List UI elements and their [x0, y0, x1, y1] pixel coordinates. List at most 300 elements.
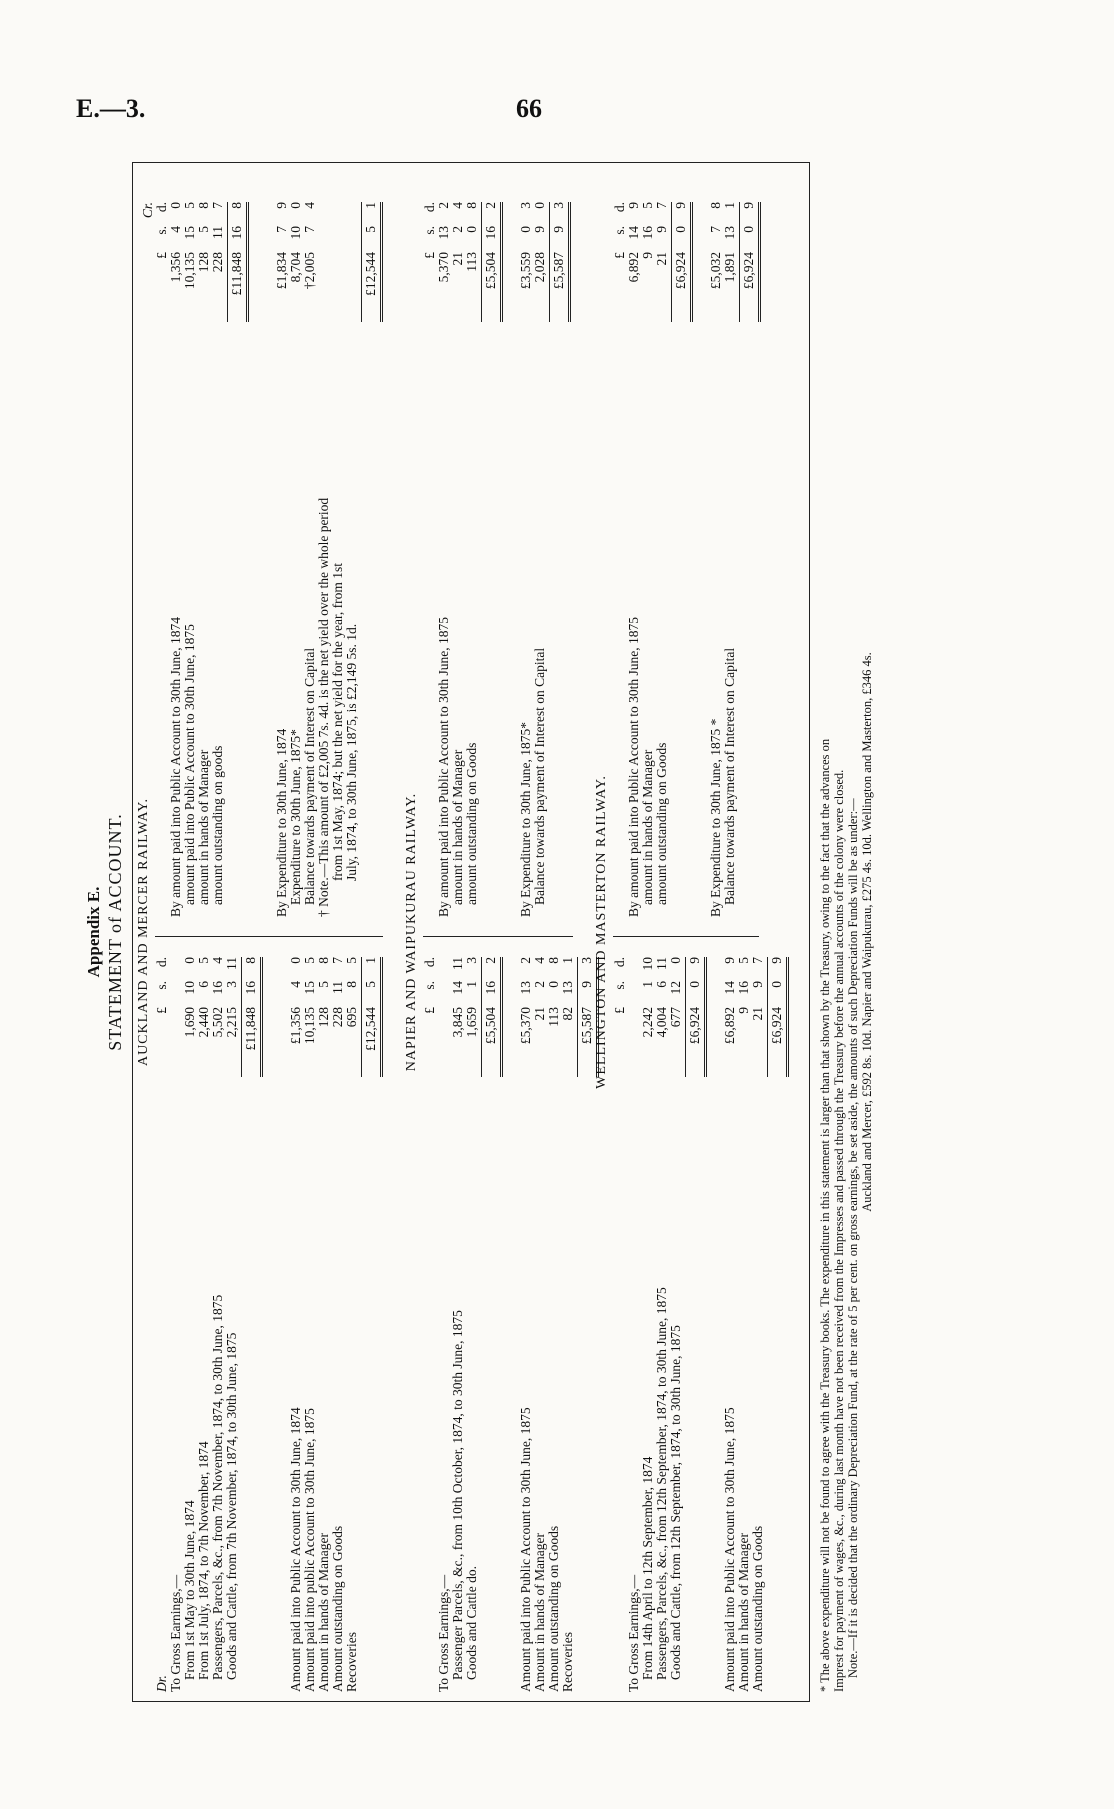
pounds: 82	[560, 1007, 575, 1021]
dr-row	[655, 957, 669, 1692]
total-amount	[227, 202, 249, 322]
pence: 5	[736, 957, 751, 964]
cr-row	[169, 202, 183, 917]
shillings: 6	[196, 981, 211, 988]
shillings: 0	[518, 226, 533, 233]
shillings: 13	[722, 226, 737, 240]
row-label: amount outstanding on goods	[210, 745, 225, 905]
pounds: 3,845	[450, 1007, 465, 1038]
amount	[211, 202, 225, 322]
pounds: 6,892	[626, 252, 641, 283]
amount	[533, 957, 547, 1077]
total-row	[765, 957, 787, 1692]
pence: 0	[168, 202, 183, 209]
pounds: £5,504	[483, 1007, 498, 1045]
page-number: 66	[516, 94, 542, 123]
pence: 9	[741, 202, 756, 209]
pounds: £11,848	[229, 252, 244, 296]
dr-label: Dr.	[154, 1675, 169, 1692]
currency-row	[613, 957, 627, 1692]
pounds: 228	[210, 252, 225, 273]
total-row	[239, 957, 261, 1692]
pence: 8	[546, 957, 561, 964]
row-label: From 1st May to 30th June, 1874	[182, 1500, 197, 1680]
pounds: 228	[330, 1007, 345, 1028]
shillings: 2	[532, 981, 547, 988]
cr2-row	[317, 202, 331, 917]
amount	[465, 202, 479, 322]
total-amount	[767, 957, 789, 1077]
amount	[519, 202, 533, 322]
row-label: amount in hands of Manager	[640, 749, 655, 905]
debit-side	[613, 957, 787, 1692]
dr2-row	[547, 957, 561, 1692]
pounds: £11,848	[243, 1007, 258, 1051]
row-label: Passenger Parcels, &c., from 10th October, 1874, to 30th June, 1875	[450, 1310, 465, 1680]
pounds: 1,690	[182, 1007, 197, 1038]
statement-sheet	[78, 152, 898, 1712]
dr2-row	[289, 957, 303, 1692]
pence: 2	[436, 202, 451, 209]
shillings: 7	[274, 226, 289, 233]
dr-block	[169, 957, 261, 1692]
shillings: s.	[422, 981, 437, 990]
shillings: s.	[422, 226, 437, 235]
amount	[451, 957, 465, 1077]
amount	[303, 202, 317, 322]
currency-row	[613, 202, 627, 917]
pounds: 2,028	[532, 252, 547, 283]
amount	[169, 202, 183, 322]
dr-header	[155, 957, 169, 1692]
currency-header	[155, 957, 169, 1077]
pence: 4	[532, 957, 547, 964]
amount	[533, 202, 547, 322]
shillings: 10	[288, 226, 303, 240]
amount	[451, 202, 465, 322]
dr2-block	[723, 957, 787, 1692]
amount	[197, 957, 211, 1077]
pence: 8	[243, 957, 258, 964]
pence: 8	[316, 957, 331, 964]
column-divider	[423, 936, 573, 937]
total-row	[547, 202, 569, 917]
spacer	[501, 202, 519, 917]
cr2-row	[709, 202, 723, 917]
row-label: Balance towards payment of Interest on Capital	[532, 647, 547, 905]
pence: 9	[626, 202, 641, 209]
pounds: 10,135	[302, 1007, 317, 1045]
pounds: 128	[196, 252, 211, 273]
title-block	[84, 152, 126, 1712]
pence: 7	[210, 202, 225, 209]
pence: 11	[450, 957, 465, 970]
row-label: Amount outstanding on Goods	[750, 1525, 765, 1692]
pence: 1	[363, 202, 378, 209]
spacer	[247, 202, 275, 917]
credit-side	[423, 202, 569, 917]
row-label: Goods and Cattle do.	[464, 1566, 479, 1680]
pence: 8	[229, 202, 244, 209]
currency-row	[423, 202, 437, 917]
cr-block	[169, 202, 247, 917]
cr-row	[627, 202, 641, 917]
pounds: £5,587	[579, 1007, 594, 1045]
footnote-note: Note.—If it is decided that the ordinary Depreciation Fund, at the rate of 5 per cent. on gross earnings, be set aside, the amounts of such Depreciation Funds will be as under:—	[846, 798, 860, 1678]
pounds: £5,587	[551, 252, 566, 290]
row-label: Amount in hands of Manager	[316, 1533, 331, 1692]
pence: 1	[363, 957, 378, 964]
spacer	[261, 957, 289, 1692]
pounds: £	[422, 1007, 437, 1014]
amount	[331, 957, 345, 1077]
shillings: 14	[626, 226, 641, 240]
total-amount	[241, 957, 263, 1077]
shillings: 7	[302, 226, 317, 233]
pence: 11	[224, 957, 239, 970]
cr-block	[437, 202, 501, 917]
total-row	[683, 957, 705, 1692]
pounds: £6,924	[769, 1007, 784, 1045]
pounds: 2,215	[224, 1007, 239, 1038]
amount	[289, 202, 303, 322]
cr2-block	[519, 202, 569, 917]
currency-header	[423, 202, 437, 322]
pounds: 2,440	[196, 1007, 211, 1038]
pence: d.	[612, 202, 627, 213]
spacer	[501, 957, 519, 1692]
row-label: Expenditure to 30th June, 1875*	[288, 729, 303, 905]
footnote-line: Imprest for payment of wages, &c., during last month have not been received from the Impresses and passed through the Treasury before the annual accounts of the colony were closed.	[832, 769, 846, 1692]
dr-block	[627, 957, 705, 1692]
railway-title: AUCKLAND AND MERCER RAILWAY.	[136, 797, 151, 1067]
dr2-block	[289, 957, 381, 1692]
pounds: £6,924	[673, 252, 688, 290]
pounds: 21	[750, 1007, 765, 1021]
amount	[465, 957, 479, 1077]
row-label: from 1st May, 1874; but the net yield for the year, from 1st	[330, 562, 345, 881]
pence: 9	[673, 202, 688, 209]
shillings: 10	[182, 981, 197, 995]
amount	[211, 957, 225, 1077]
cr2-row	[275, 202, 289, 917]
footnote	[818, 172, 874, 1692]
currency-row	[423, 957, 437, 1692]
pounds: 128	[316, 1007, 331, 1028]
row-label: By Expenditure to 30th June, 1875 *	[708, 718, 723, 917]
pence: d.	[154, 957, 169, 968]
pence: 2	[518, 957, 533, 964]
cr-row	[655, 202, 669, 917]
pounds: 21	[532, 1007, 547, 1021]
cr-row	[183, 202, 197, 917]
pounds: 113	[464, 252, 479, 272]
amount	[275, 202, 289, 322]
railway-title: NAPIER AND WAIPUKURAU RAILWAY.	[404, 792, 419, 1072]
spacer	[705, 957, 723, 1692]
pence: 8	[708, 202, 723, 209]
dr2-block	[519, 957, 597, 1692]
total-row	[359, 957, 381, 1692]
row-label: To Gross Earnings,—	[436, 1574, 451, 1692]
total-amount	[361, 957, 383, 1077]
dr-row	[627, 957, 641, 1692]
amount	[519, 957, 533, 1077]
account-frame	[132, 162, 810, 1702]
currency-header	[613, 957, 627, 1077]
amount	[723, 957, 737, 1077]
shillings: 0	[546, 981, 561, 988]
row-label: Balance towards payment of Interest on Capital	[302, 647, 317, 905]
pounds: 1,891	[722, 252, 737, 283]
pence: 7	[654, 202, 669, 209]
total-row	[479, 202, 501, 917]
amount	[669, 957, 683, 1077]
amount	[183, 202, 197, 322]
shillings: 8	[344, 981, 359, 988]
cr-row	[451, 202, 465, 917]
pounds: 113	[546, 1007, 561, 1027]
shillings: s.	[612, 226, 627, 235]
pence: 2	[483, 957, 498, 964]
row-label: By amount paid into Public Account to 30th June, 1875	[436, 617, 451, 917]
shillings: 16	[210, 981, 225, 995]
pounds: £5,504	[483, 252, 498, 290]
amount	[655, 957, 669, 1077]
pence: 0	[182, 957, 197, 964]
pounds: £12,544	[363, 252, 378, 296]
depreciation-funds: Auckland and Mercer, £592 8s. 10d. Napier and Waipukurau, £275 4s. 10d. Wellington and Masterton, £346 4s.	[860, 652, 874, 1212]
total-row	[225, 202, 247, 917]
pounds: 9	[736, 1007, 751, 1014]
shillings: 14	[450, 981, 465, 995]
column-divider	[155, 936, 383, 937]
total-amount	[671, 202, 693, 322]
row-label: Amount outstanding on Goods	[330, 1525, 345, 1692]
row-label: Passengers, Parcels, &c., from 7th November, 1874, to 30th June, 1875	[210, 1294, 225, 1680]
cr2-block	[275, 202, 381, 917]
dr2-row	[751, 957, 765, 1692]
pence: 0	[668, 957, 683, 964]
row-label: To Gross Earnings,—	[168, 1574, 183, 1692]
shillings: 12	[668, 981, 683, 995]
shillings: 9	[551, 226, 566, 233]
dr2-row	[331, 957, 345, 1692]
amount	[197, 202, 211, 322]
total-amount	[481, 202, 503, 322]
row-label: Amount paid into Public Account to 30th June, 1875	[722, 1407, 737, 1692]
pence: 9	[722, 957, 737, 964]
shillings: 13	[560, 981, 575, 995]
pounds: †2,005	[302, 252, 317, 290]
shillings: 16	[483, 226, 498, 240]
pounds: 2,242	[640, 1007, 655, 1038]
pence: 3	[518, 202, 533, 209]
dr2-row	[317, 957, 331, 1692]
total-row	[359, 202, 381, 917]
currency-header	[423, 957, 437, 1077]
amount	[723, 202, 737, 322]
shillings: 11	[330, 981, 345, 994]
pence: d.	[422, 957, 437, 968]
footnote-line: * The above expenditure will not be found to agree with the Treasury books. The expenditure in this statement is larger than that shown by the Treasury, owing to the fact that the advances on	[818, 738, 832, 1692]
total-amount	[361, 202, 383, 322]
dr2-row	[303, 957, 317, 1692]
debit-side	[155, 957, 381, 1692]
credit-side	[613, 202, 759, 917]
shillings: 15	[302, 981, 317, 995]
dr-row	[197, 957, 211, 1692]
pence: 4	[450, 202, 465, 209]
row-label: Goods and Cattle, from 7th November, 1874, to 30th June, 1875	[224, 1332, 239, 1680]
total-row	[669, 202, 691, 917]
row-label: By Expenditure to 30th June, 1875*	[518, 722, 533, 917]
pence: 4	[302, 202, 317, 209]
pounds: 9	[640, 252, 655, 259]
total-amount	[685, 957, 707, 1077]
shillings: 9	[654, 226, 669, 233]
shillings: 0	[687, 981, 702, 988]
row-label: Passengers, Parcels, &c., from 12th September, 1874, to 30th June, 1875	[654, 1287, 669, 1680]
cr2-row	[723, 202, 737, 917]
shillings: 2	[450, 226, 465, 233]
shillings: 5	[196, 226, 211, 233]
shillings: 5	[316, 981, 331, 988]
cr2-row	[331, 202, 345, 917]
pence: 3	[579, 957, 594, 964]
pence: 7	[750, 957, 765, 964]
row-label: † Note.—This amount of £2,005 7s. 4d. is the net yield over the whole period	[316, 497, 331, 917]
pounds: £	[612, 252, 627, 259]
shillings: s.	[154, 226, 169, 235]
row-label: By amount paid into Public Account to 30th June, 1875	[626, 617, 641, 917]
pounds: 1,659	[464, 1007, 479, 1038]
row-label: Amount paid into public Account to 30th June, 1875	[302, 1408, 317, 1692]
pence: 0	[288, 202, 303, 209]
pounds: 10,135	[182, 252, 197, 290]
pounds: £5,032	[708, 252, 723, 290]
pounds: 4,004	[654, 1007, 669, 1038]
shillings: 1	[464, 981, 479, 988]
dr2-row	[723, 957, 737, 1692]
row-label: Goods and Cattle, from 12th September, 1874, to 30th June, 1875	[668, 1325, 683, 1680]
currency-header	[613, 202, 627, 322]
pounds: 695	[344, 1007, 359, 1028]
pence: 0	[532, 202, 547, 209]
row-label: Amount outstanding on Goods	[546, 1525, 561, 1692]
pence: 9	[769, 957, 784, 964]
pounds: 21	[654, 252, 669, 266]
row-label: From 1st July, 1874, to 7th November, 1874	[196, 1441, 211, 1680]
pence: 1	[722, 202, 737, 209]
dr-row	[641, 957, 655, 1692]
row-label: July, 1874, to 30th June, 1875, is £2,149 5s. 1d.	[344, 623, 359, 881]
pence: 9	[274, 202, 289, 209]
shillings: 9	[750, 981, 765, 988]
shillings: 13	[436, 226, 451, 240]
total-amount	[549, 202, 571, 322]
shillings: 16	[243, 981, 258, 995]
column-divider	[613, 936, 759, 937]
pence: 5	[302, 957, 317, 964]
shillings: 11	[210, 226, 225, 239]
cr2-row	[303, 202, 317, 917]
shillings: 0	[741, 226, 756, 233]
shillings: 9	[532, 226, 547, 233]
dr2-row	[345, 957, 359, 1692]
pence: 4	[210, 957, 225, 964]
cr-header	[140, 202, 169, 917]
pence: 2	[483, 202, 498, 209]
shillings: 4	[168, 226, 183, 233]
pounds: £	[154, 1007, 169, 1014]
railway-title: WELLINGTON AND MASTERTON RAILWAY.	[594, 775, 609, 1089]
pounds: £6,924	[687, 1007, 702, 1045]
shillings: 13	[518, 981, 533, 995]
amount	[317, 957, 331, 1077]
row-label: Recoveries	[560, 1632, 575, 1692]
shillings: s.	[154, 981, 169, 990]
dr2-row	[737, 957, 751, 1692]
amount	[627, 202, 641, 322]
shillings: 16	[229, 226, 244, 240]
row-label: Balance towards payment of Interest on Capital	[722, 647, 737, 905]
pounds: £1,834	[274, 252, 289, 290]
row-label: amount outstanding on Goods	[464, 742, 479, 905]
shillings: 5	[363, 226, 378, 233]
amount	[183, 957, 197, 1077]
row-label: To Gross Earnings,—	[626, 1574, 641, 1692]
pence: 11	[654, 957, 669, 970]
cr-row	[641, 202, 655, 917]
amount	[345, 957, 359, 1077]
pounds: 5,370	[436, 252, 451, 283]
pence: 10	[640, 957, 655, 971]
cr-row	[437, 202, 451, 917]
pounds: 8,704	[288, 252, 303, 283]
row-label: amount in hands of Manager	[196, 749, 211, 905]
appendix-title: Appendix E.	[84, 886, 103, 978]
row-label: From 14th April to 12th September, 1874	[640, 1456, 655, 1680]
shillings: 16	[483, 981, 498, 995]
row-label: Recoveries	[344, 1632, 359, 1692]
currency-header	[155, 202, 169, 322]
dr-row	[169, 957, 183, 1692]
shillings: 9	[579, 981, 594, 988]
row-label: Amount in hands of Manager	[736, 1533, 751, 1692]
dr-row	[451, 957, 465, 1692]
row-label: Amount in hands of Manager	[532, 1533, 547, 1692]
pounds: £5,370	[518, 1007, 533, 1045]
pence: 1	[560, 957, 575, 964]
row-label: amount outstanding on Goods	[654, 742, 669, 905]
dr-row	[183, 957, 197, 1692]
pence: d.	[422, 202, 437, 213]
shillings: 16	[736, 981, 751, 995]
pounds: 1,356	[168, 252, 183, 283]
amount	[561, 957, 575, 1077]
cr-row	[465, 202, 479, 917]
credit-side	[140, 202, 381, 917]
pence: 8	[196, 202, 211, 209]
shillings: 3	[224, 981, 239, 988]
row-label: amount in hands of Manager	[450, 749, 465, 905]
pounds: £6,892	[722, 1007, 737, 1045]
pence: 5	[344, 957, 359, 964]
cr2-row	[519, 202, 533, 917]
pounds: £	[154, 252, 169, 259]
pence: 3	[464, 957, 479, 964]
